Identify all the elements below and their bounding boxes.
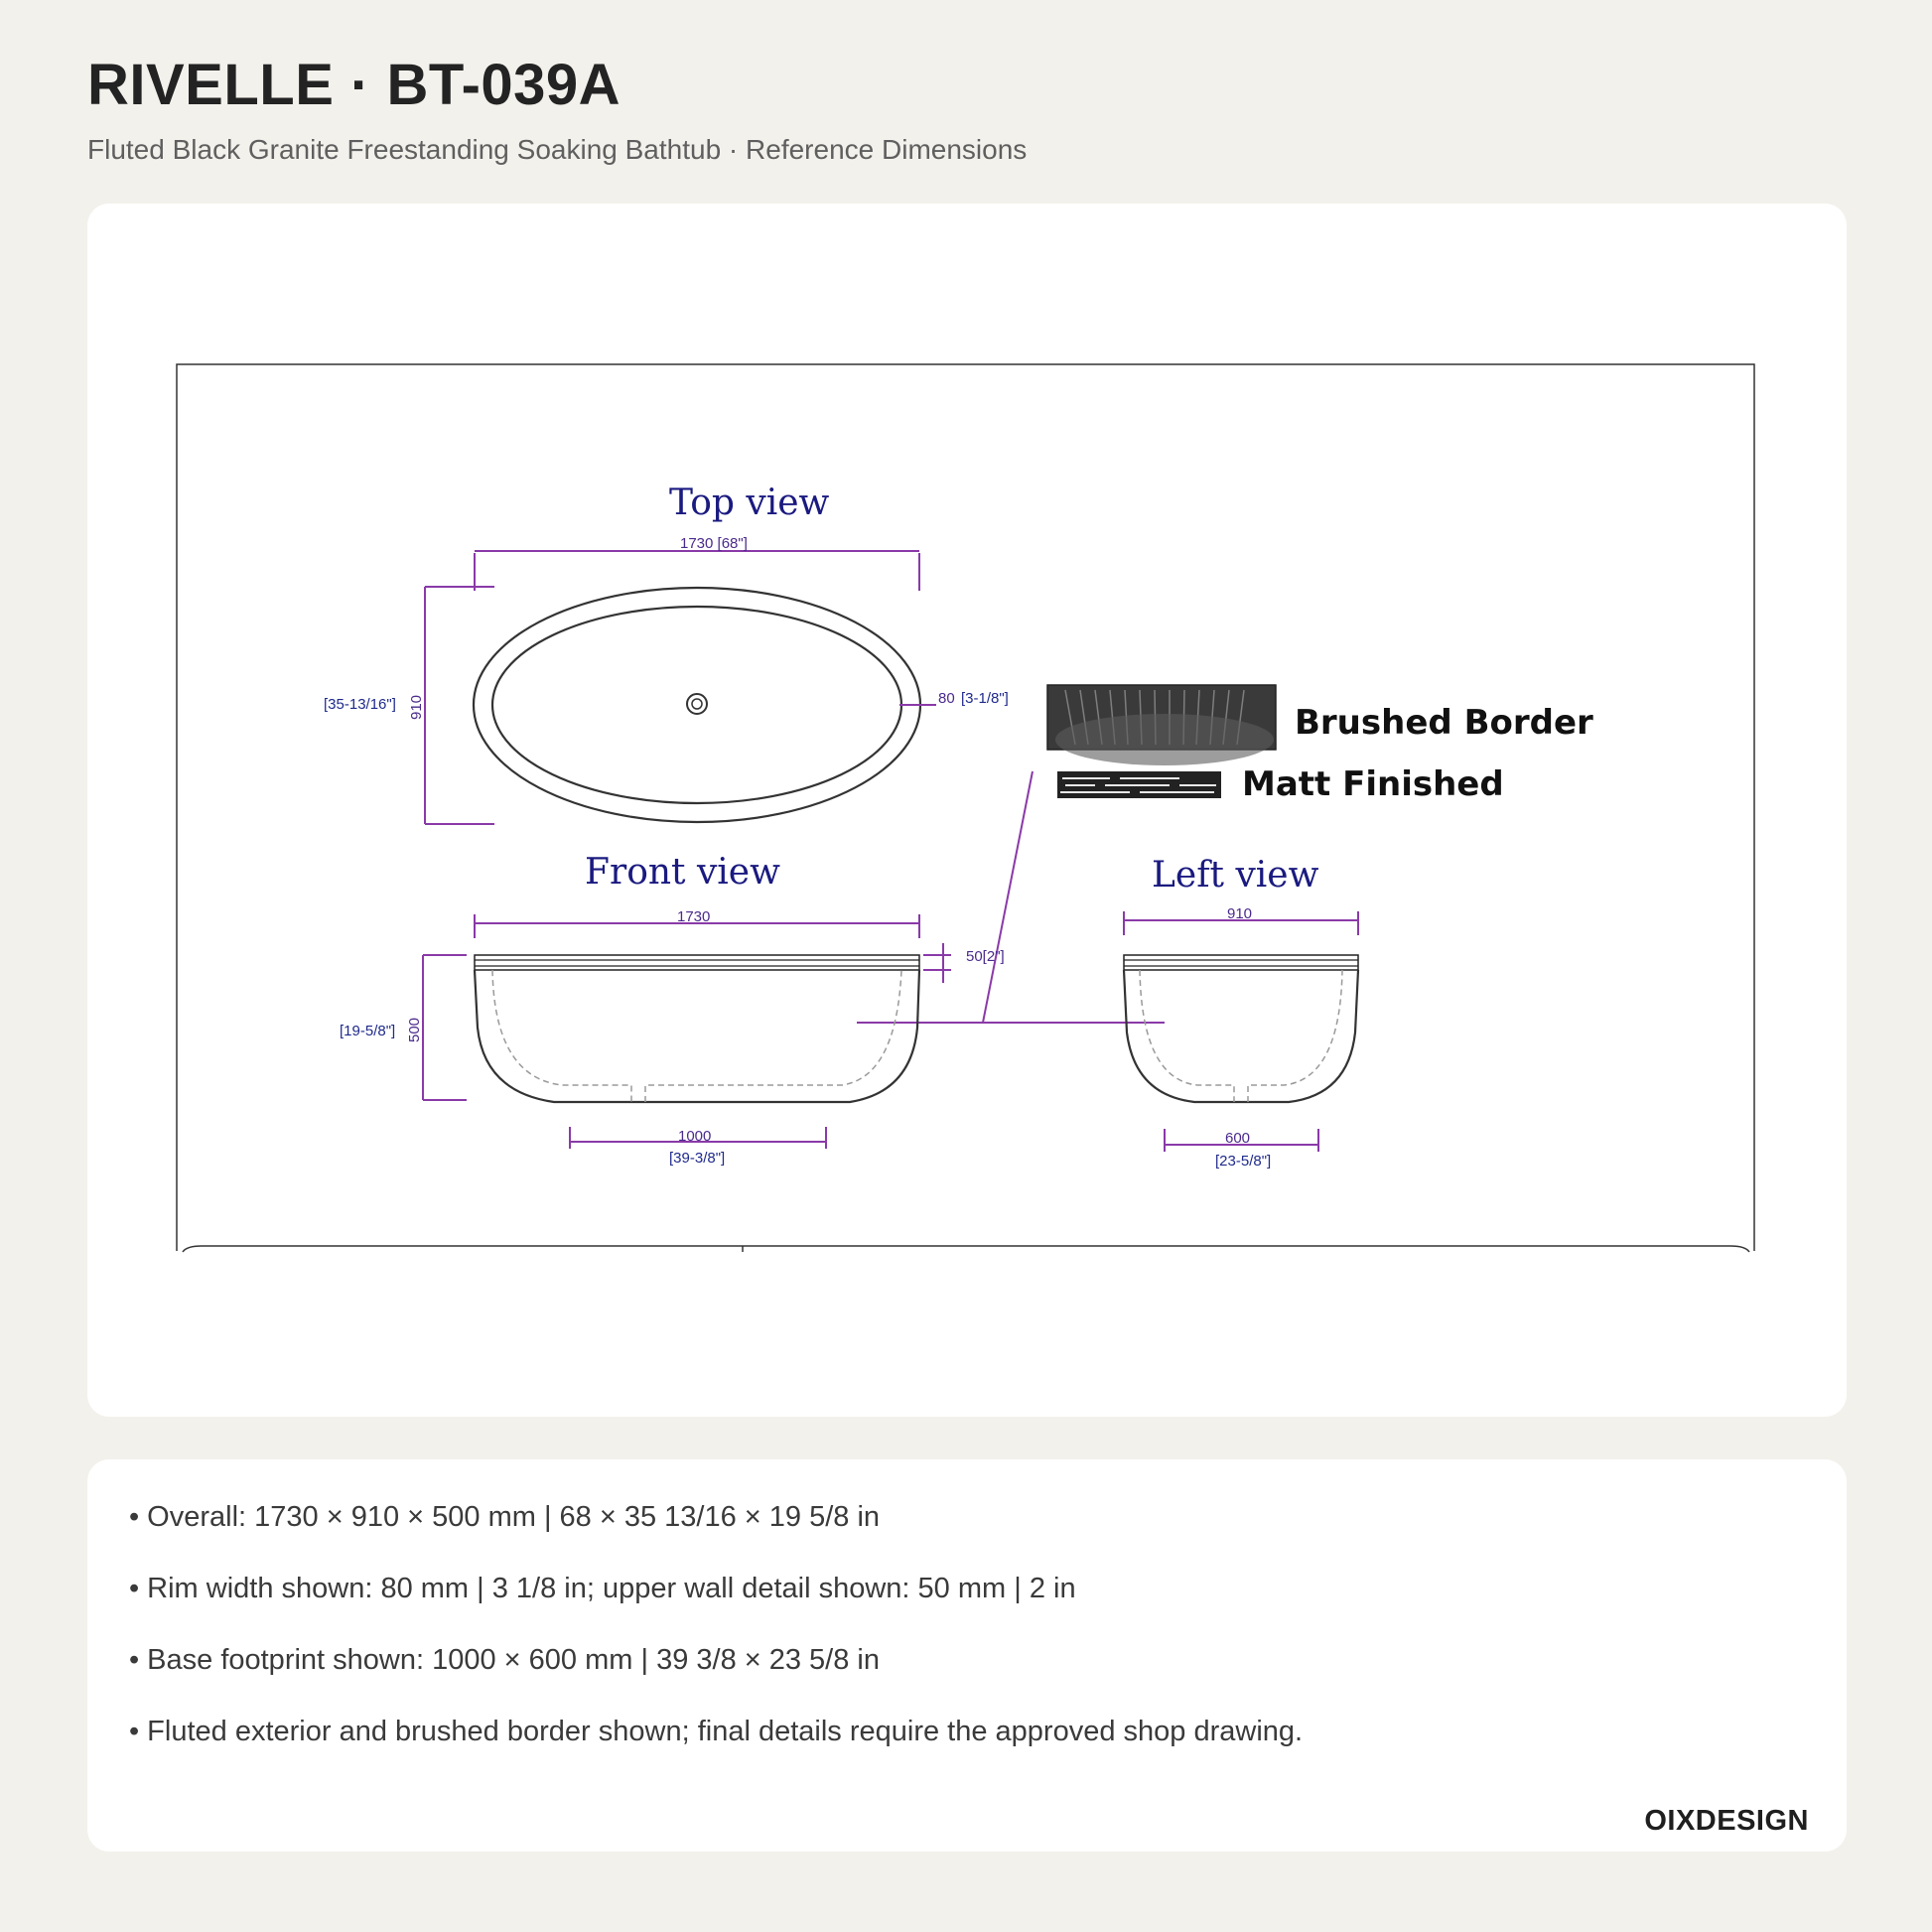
tub-top-outer — [474, 588, 920, 822]
note-item: • Base footprint shown: 1000 × 600 mm | 39 3/8 × 23 5/8 in — [129, 1644, 880, 1676]
top-rim-in: [3-1/8"] — [961, 690, 1009, 707]
legend-brushed-label: Brushed Border — [1295, 703, 1593, 743]
left-base-in: [23-5/8"] — [1215, 1153, 1272, 1170]
tub-left-body — [1124, 970, 1358, 1102]
tub-front-body — [475, 970, 919, 1102]
left-view-label: Left view — [1152, 855, 1319, 896]
legend-matt-label: Matt Finished — [1242, 764, 1504, 804]
top-rim-mm: 80 — [938, 690, 955, 707]
spec-notes-list — [129, 1497, 1303, 1783]
front-length-dim: 1730 — [677, 908, 711, 925]
top-view-label: Top view — [669, 483, 830, 523]
left-width-dim: 910 — [1227, 905, 1253, 922]
page-title: RIVELLE · BT-039A — [87, 53, 621, 117]
note-item: • Rim width shown: 80 mm | 3 1/8 in; upper wall detail shown: 50 mm | 2 in — [129, 1573, 1076, 1604]
front-brushed-rim — [475, 955, 919, 970]
technical-drawing — [87, 204, 1847, 1417]
front-base-in: [39-3/8"] — [669, 1150, 726, 1167]
drawing-frame — [177, 364, 1754, 1251]
title-block-line — [183, 1246, 1749, 1252]
left-brushed-rim — [1124, 955, 1358, 970]
leader-line — [857, 771, 1033, 1023]
front-height-in: [19-5/8"] — [340, 1023, 396, 1039]
front-wall-dim: 50[2"] — [966, 948, 1005, 965]
top-length-dim: 1730 [68"] — [680, 535, 748, 552]
notes-card — [87, 1459, 1847, 1852]
top-width-in: [35-13/16"] — [324, 696, 396, 713]
note-item: • Fluted exterior and brushed border shown; final details require the approved shop drawing. — [129, 1716, 1304, 1747]
drawing-card — [87, 204, 1847, 1417]
brand-logo-text: OIXDESIGN — [1644, 1805, 1809, 1837]
front-view-label: Front view — [585, 852, 780, 893]
tub-top-inner — [492, 607, 901, 803]
front-height-mm: 500 — [406, 1017, 423, 1042]
left-base-mm: 600 — [1225, 1130, 1251, 1147]
page-subtitle: Fluted Black Granite Freestanding Soaking Bathtub · Reference Dimensions — [87, 134, 1028, 165]
drain-icon — [687, 694, 707, 714]
note-item: • Overall: 1730 × 910 × 500 mm | 68 × 35 13/16 × 19 5/8 in — [129, 1501, 881, 1533]
front-base-mm: 1000 — [678, 1128, 712, 1145]
top-width-mm: 910 — [408, 694, 425, 720]
